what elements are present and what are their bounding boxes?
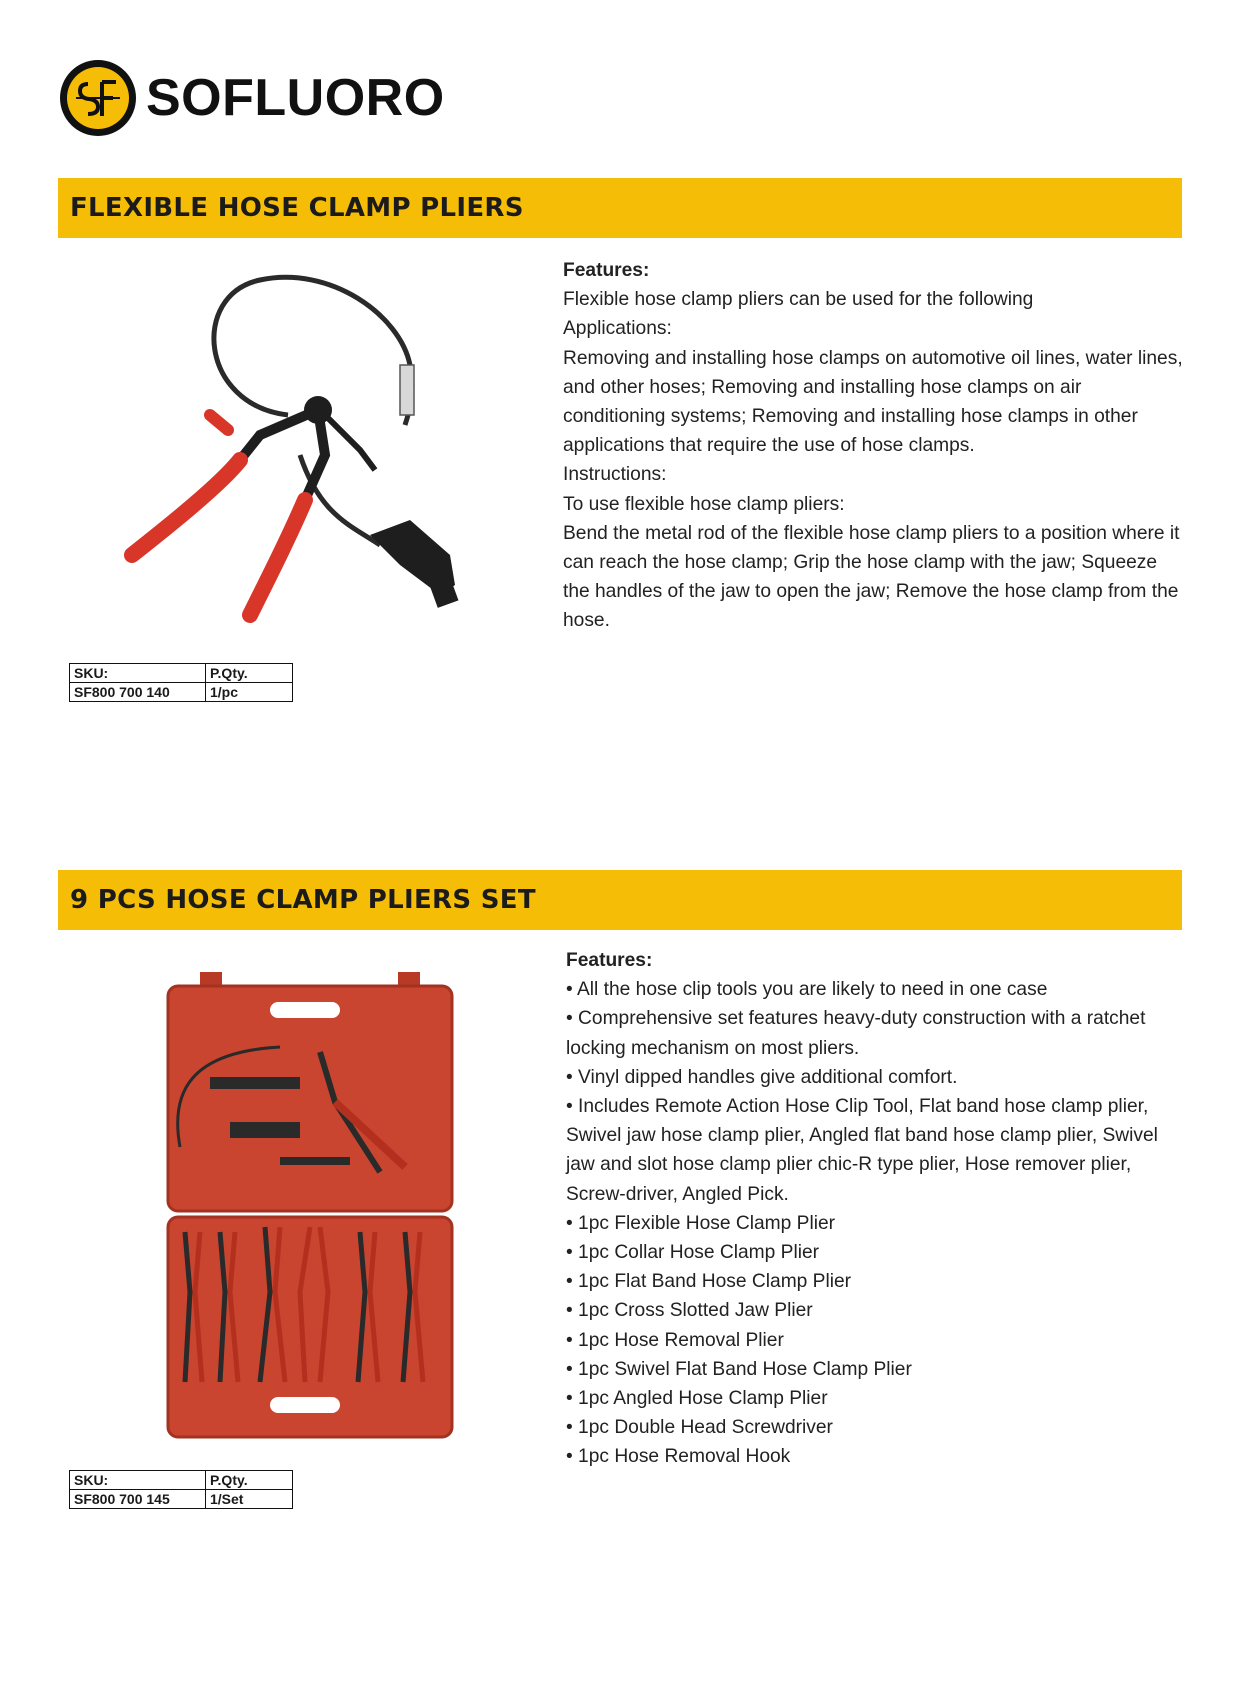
list-item: • 1pc Swivel Flat Band Hose Clamp Plier (566, 1358, 912, 1380)
list-item: • Comprehensive set features heavy-duty construction with a ratchet locking mechanism on most pliers. (566, 1008, 1146, 1059)
list-item: • 1pc Collar Hose Clamp Plier (566, 1242, 820, 1264)
sku-value: SF800 700 140 (70, 683, 206, 702)
list-item: • 1pc Hose Removal Hook (566, 1446, 791, 1468)
list-item: • 1pc Angled Hose Clamp Plier (566, 1388, 828, 1410)
product-1-paragraph: Applications: (563, 318, 672, 340)
product-1-banner (58, 178, 1182, 238)
brand-name: SOFLUORO (146, 69, 445, 127)
product-1-paragraph: Removing and installing hose clamps on automotive oil lines, water lines, and other hoses; Removing and installing hose clamps on air conditioning systems; Removing and installing hose clamps in other applications that require the use of hose clamps. (563, 347, 1183, 457)
product-1-description (563, 256, 1188, 636)
product-1-paragraph: To use flexible hose clamp pliers: (563, 493, 845, 515)
product-1-paragraph: Instructions: (563, 464, 667, 486)
flexible-hose-clamp-pliers-image (110, 255, 500, 655)
sku-value: SF800 700 145 (70, 1490, 206, 1509)
product-2-sku-table (69, 1470, 293, 1509)
list-item: • Vinyl dipped handles give additional comfort. (566, 1066, 958, 1088)
product-1-paragraph: Bend the metal rod of the flexible hose clamp pliers to a position where it can reach the hose clamp; Grip the hose clamp with the jaw; Squeeze the handles of the jaw to open the jaw; Remove the hose clamp from the hose. (563, 522, 1180, 632)
product-1-title: FLEXIBLE HOSE CLAMP PLIERS (70, 193, 524, 223)
product-2-banner (58, 870, 1182, 930)
product-2-features-label: Features: (566, 950, 653, 971)
sku-header: SKU: (70, 1471, 206, 1490)
list-item: • 1pc Flexible Hose Clamp Plier (566, 1212, 836, 1234)
list-item: • 1pc Flat Band Hose Clamp Plier (566, 1271, 852, 1293)
product-1-features-label: Features: (563, 260, 650, 281)
list-item: • Includes Remote Action Hose Clip Tool, Flat band hose clamp plier, Swivel jaw hose clamp plier, Angled flat band hose clamp plier, Swivel jaw and slot hose clamp plier chic-R type plier, Hose remover plier, Screw-driver, Angled Pick. (566, 1096, 1158, 1205)
qty-value: 1/Set (206, 1490, 293, 1509)
list-item: • 1pc Hose Removal Plier (566, 1329, 784, 1351)
list-item: • 1pc Cross Slotted Jaw Plier (566, 1300, 813, 1322)
list-item: • All the hose clip tools you are likely to need in one case (566, 979, 1048, 1001)
qty-header: P.Qty. (206, 664, 293, 683)
list-item: • 1pc Double Head Screwdriver (566, 1417, 833, 1439)
hose-clamp-pliers-set-image (160, 972, 460, 1442)
product-2-feature-list (566, 975, 1188, 1471)
qty-value: 1/pc (206, 683, 293, 702)
product-1-paragraph: Flexible hose clamp pliers can be used for the following (563, 289, 1034, 311)
sf-logo-icon (58, 58, 138, 138)
sku-header: SKU: (70, 664, 206, 683)
brand-logo (58, 58, 445, 138)
product-2-description (566, 946, 1188, 1472)
qty-header: P.Qty. (206, 1471, 293, 1490)
product-2-title: 9 PCS HOSE CLAMP PLIERS SET (70, 885, 536, 915)
product-1-sku-table (69, 663, 293, 702)
